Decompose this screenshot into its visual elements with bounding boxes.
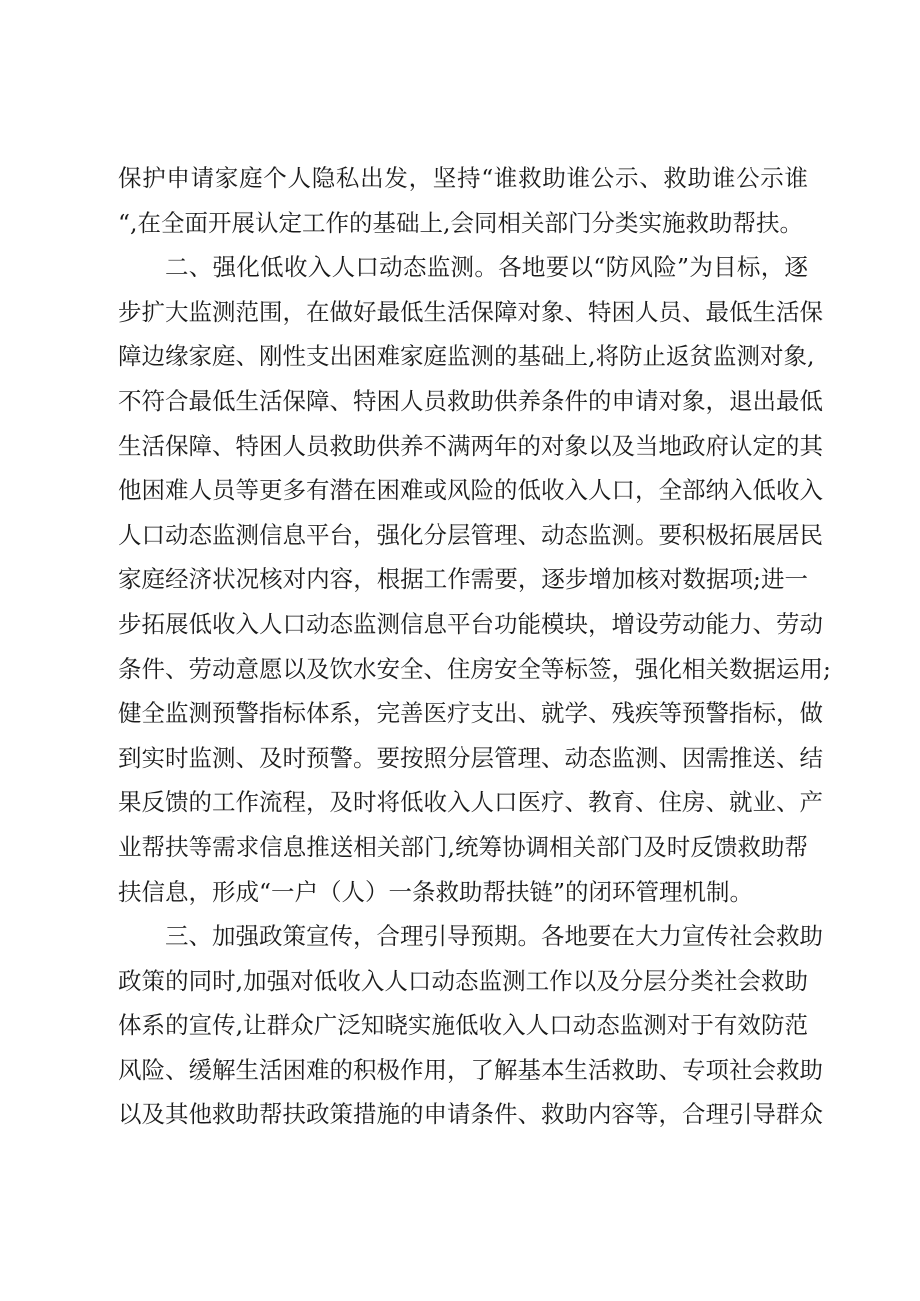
text-line-13: 健全监测预警指标体系，完善医疗支出、就学、残疾等预警指标，做 [118, 699, 823, 728]
text-line-20: 体系的宣传,让群众广泛知晓实施低收入人口动态监测对于有效防范 [118, 1011, 808, 1040]
text-line-7: 生活保障、特困人员救助供养不满两年的对象以及当地政府认定的其 [118, 431, 823, 460]
body-text [118, 156, 831, 1137]
text-line-16: 业帮扶等需求信息推送相关部门,统筹协调相关部门及时反馈救助帮 [118, 832, 808, 861]
text-line-17: 扶信息，形成“一户（人）一条救助帮扶链”的闭环管理机制。 [118, 877, 754, 906]
section-2-heading-line: 二、强化低收入人口动态监测。各地要以“防风险”为目标，逐 [165, 253, 808, 282]
text-line-12: 条件、劳动意愿以及饮水安全、住房安全等标签，强化相关数据运用; [118, 654, 831, 683]
text-line-6: 不符合最低生活保障、特困人员救助供养条件的申请对象，退出最低 [118, 386, 823, 415]
text-line-11: 步拓展低收入人口动态监测信息平台功能模块，增设劳动能力、劳动 [118, 609, 823, 638]
text-line-8: 他困难人员等更多有潜在困难或风险的低收入人口，全部纳入低收入 [118, 476, 823, 505]
text-line-2: “,在全面开展认定工作的基础上,会同相关部门分类实施救助帮扶。 [118, 208, 803, 237]
text-line-15: 果反馈的工作流程，及时将低收入人口医疗、教育、住房、就业、产 [118, 788, 823, 817]
text-line-14: 到实时监测、及时预警。要按照分层管理、动态监测、因需推送、结 [118, 743, 823, 772]
text-line-19: 政策的同时,加强对低收入人口动态监测工作以及分层分类社会救助 [118, 966, 808, 995]
text-line-22: 以及其他救助帮扶政策措施的申请条件、救助内容等，合理引导群众 [118, 1100, 823, 1129]
text-line-21: 风险、缓解生活困难的积极作用，了解基本生活救助、专项社会救助 [118, 1055, 823, 1084]
text-line-10: 家庭经济状况核对内容，根据工作需要，逐步增加核对数据项;进一 [118, 565, 808, 594]
text-line-1: 保护申请家庭个人隐私出发，坚持“谁救助谁公示、救助谁公示谁 [118, 164, 808, 192]
text-line-4: 步扩大监测范围，在做好最低生活保障对象、特困人员、最低生活保 [118, 297, 823, 326]
text-line-9: 人口动态监测信息平台，强化分层管理、动态监测。要积极拓展居民 [118, 520, 823, 549]
section-3-heading-line: 三、加强政策宣传，合理引导预期。各地要在大力宣传社会救助 [165, 922, 823, 951]
text-line-5: 障边缘家庭、刚性支出困难家庭监测的基础上,将防止返贫监测对象, [118, 342, 815, 371]
